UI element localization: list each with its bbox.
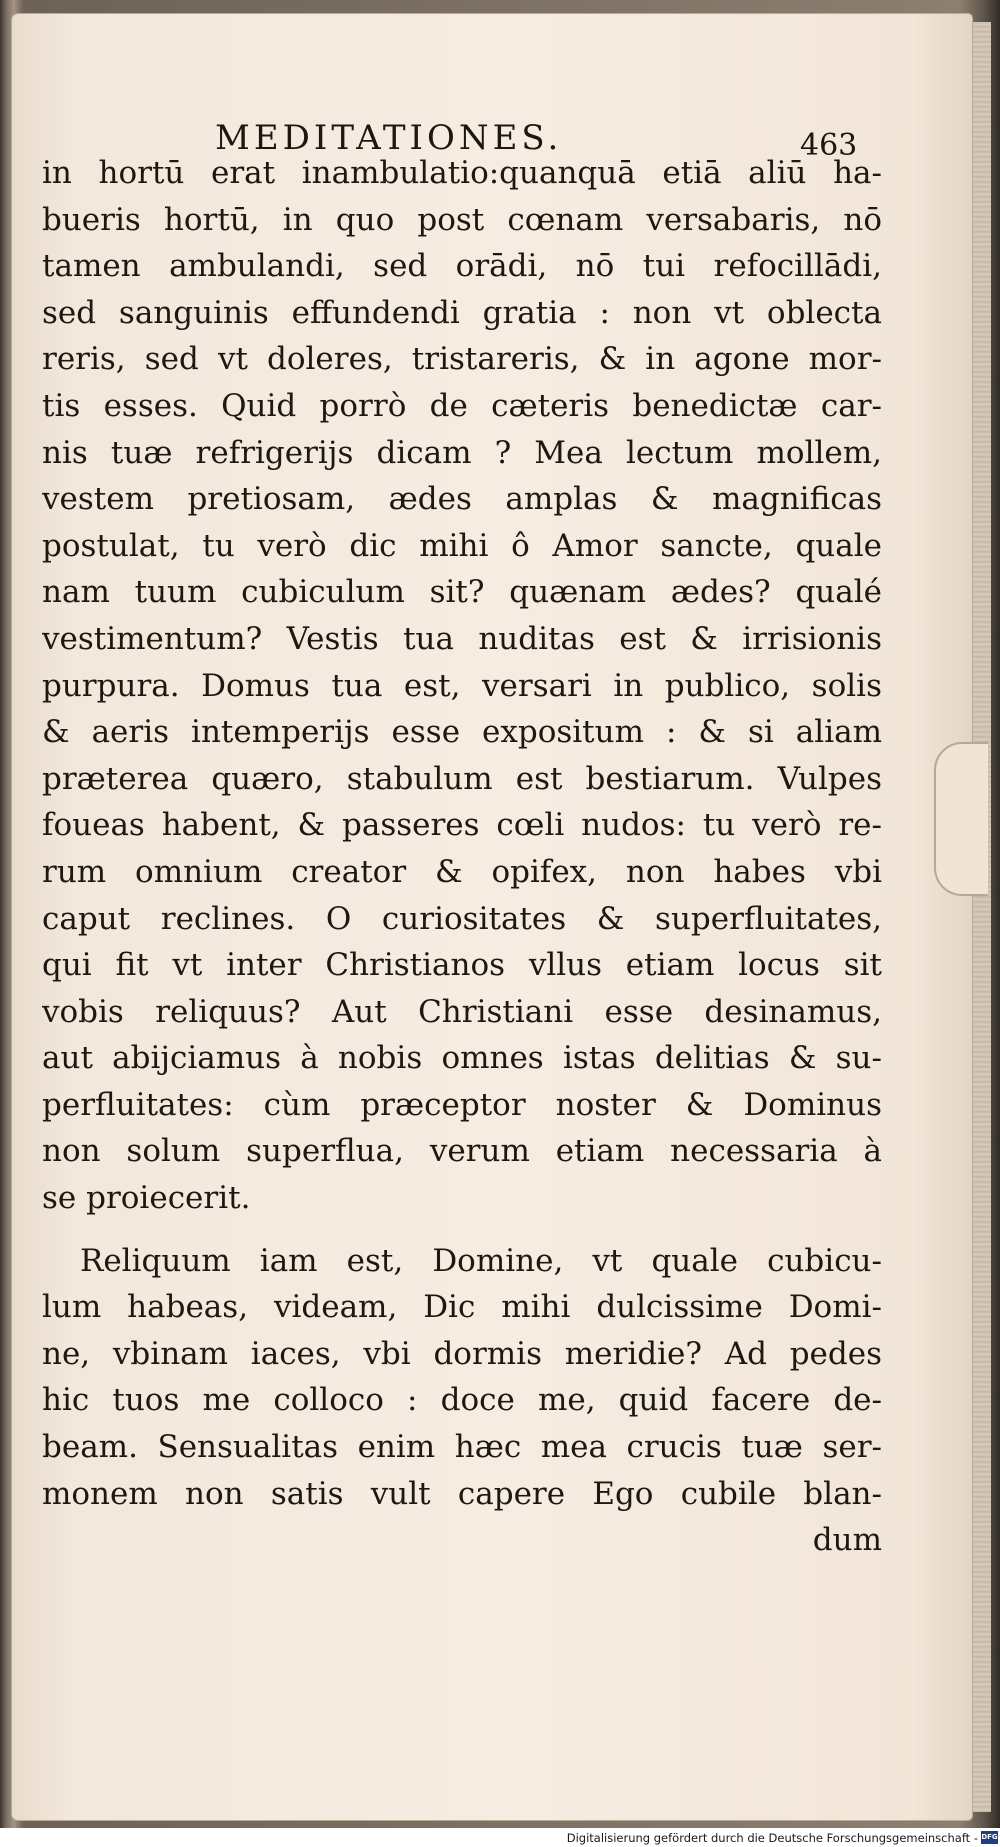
text-line: reris, sed vt doleres, tristareris, & in agone mor- (42, 341, 882, 378)
text-line: foueas habent, & passeres cœli nudos: tu verò re- (42, 807, 882, 844)
catchword: dum (812, 1522, 882, 1559)
text-line: non solum superflua, verum etiam necessaria à (42, 1133, 882, 1170)
paragraph-break (42, 1222, 882, 1238)
text-line: vestem pretiosam, ædes amplas & magnificas (42, 481, 882, 518)
text-line: vestimentum? Vestis tua nuditas est & irrisionis (42, 620, 882, 657)
body-text (42, 150, 882, 1564)
text-line: caput reclines. O curiositates & superfluitates, (42, 900, 882, 937)
funding-credit: Digitalisierung gefördert durch die Deutsche Forschungsgemeinschaft - (566, 1831, 978, 1845)
text-line: monem non satis vult capere Ego cubile blan- (42, 1475, 882, 1512)
text-line: se proiecerit. (42, 1180, 251, 1217)
text-line: qui fit vt inter Christianos vllus etiam locus sit (42, 947, 882, 984)
text-line: Reliquum iam est, Domine, vt quale cubicu- (80, 1242, 882, 1279)
text-line: rum omnium creator & opifex, non habes vbi (42, 853, 882, 890)
text-line: hic tuos me colloco : doce me, quid facere de- (42, 1382, 882, 1419)
text-line: & aeris intemperijs esse expositum : & si aliam (42, 714, 882, 751)
text-line: tis esses. Quid porrò de cæteris benedictæ car- (42, 387, 882, 424)
text-line: sed sanguinis effundendi gratia : non vt oblecta (42, 294, 882, 331)
running-head: MEDITATIONES. (215, 118, 563, 158)
text-line: lum habeas, videam, Dic mihi dulcissime Domi- (42, 1289, 882, 1326)
text-line: beam. Sensualitas enim hæc mea crucis tuæ ser- (42, 1429, 882, 1466)
text-line: vobis reliquus? Aut Christiani esse desinamus, (42, 993, 882, 1030)
text-line: tamen ambulandi, sed orādi, nō tui refocillādi, (42, 248, 882, 285)
page-fore-edge (972, 22, 991, 1812)
text-line: ne, vbinam iaces, vbi dormis meridie? Ad pedes (42, 1335, 882, 1372)
page-number: 463 (800, 128, 858, 163)
text-line: purpura. Domus tua est, versari in publico, solis (42, 667, 882, 704)
page-tab (934, 742, 988, 896)
text-line: aut abijciamus à nobis omnes istas delitias & su- (42, 1040, 882, 1077)
text-line: nam tuum cubiculum sit? quænam ædes? qualé (42, 574, 882, 611)
text-line: bueris hortū, in quo post cœnam versabaris, nō (42, 201, 882, 238)
text-line: perfluitates: cùm præceptor noster & Dominus (42, 1086, 882, 1123)
dfg-logo-icon: DFG (981, 1831, 998, 1844)
text-line: nis tuæ refrigerijs dicam ? Mea lectum mollem, (42, 434, 882, 471)
text-line: præterea quæro, stabulum est bestiarum. Vulpes (42, 760, 882, 797)
text-line: postulat, tu verò dic mihi ô Amor sancte, quale (42, 527, 882, 564)
text-line: in hortū erat inambulatio:quanquā etiā aliū ha- (42, 155, 882, 191)
